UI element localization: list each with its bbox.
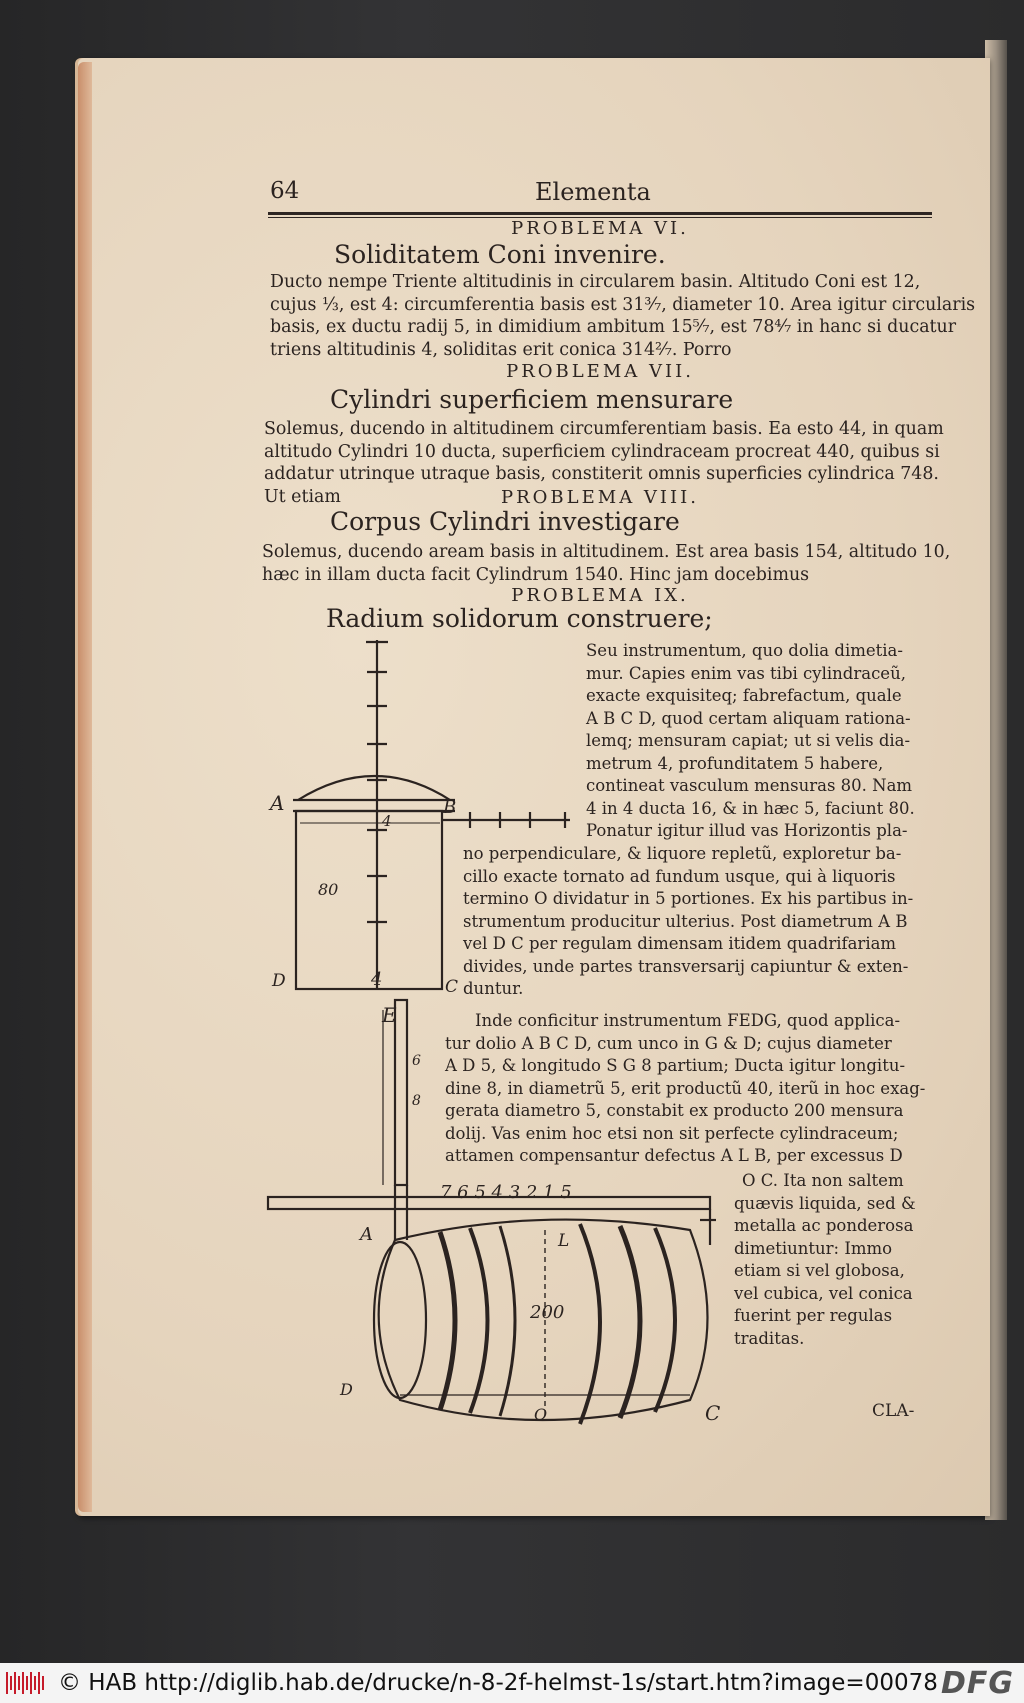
footer-link[interactable]: © HAB http://diglib.hab.de/drucke/n-8-2f-helmst-1s/start.htm?image=00078 — [58, 1670, 938, 1696]
text-line: mur. Capies enim vas tibi cylindraceũ, — [586, 663, 906, 683]
text-line: basis, ex ductu radij 5, in dimidium ambitum 15⁵⁄₇, est 78⁴⁄₇ in hanc si ducatur — [270, 317, 957, 337]
problem-9-title: Radium solidorum construere; — [326, 604, 713, 633]
text-line: lemq; mensuram capiat; ut si velis dia- — [586, 731, 911, 750]
dfg-logo: DFG — [940, 1665, 1014, 1701]
figure-label: 7 6 5 4 3 2 1 5 — [440, 1182, 572, 1203]
cylinder-vessel — [296, 811, 442, 989]
text-line: Ponatur igitur illud vas Horizontis pla- — [586, 821, 908, 840]
problem-7-label: PROBLEMA VII. — [506, 361, 694, 382]
text-line: A B C D, quod certam aliquam rationa- — [586, 708, 911, 728]
text-line: termino O dividatur in 5 portiones. Ex his partibus in- — [463, 889, 914, 908]
problem-9-label: PROBLEMA IX. — [511, 585, 689, 606]
text-line: dimetiuntur: Immo — [734, 1238, 893, 1258]
text-line: attamen compensantur defectus A L B, per excessus D — [445, 1146, 903, 1165]
figure-label: L — [558, 1231, 570, 1251]
hab-barcode-icon — [6, 1670, 46, 1696]
text-line: 4 in 4 ducta 16, & in hæc 5, faciunt 80. — [586, 798, 915, 818]
text-line: altitudo Cylindri 10 ducta, superficiem cylindraceam procreat 440, quibus si — [264, 441, 940, 462]
figure-label: 6 — [412, 1053, 421, 1069]
figure-label: O — [534, 1405, 548, 1424]
text-line: contineat vasculum mensuras 80. Nam — [586, 776, 913, 795]
figure-label: B — [443, 797, 457, 818]
text-line: divides, unde partes transversarij capiuntur & exten- — [463, 956, 909, 976]
text-line: hæc in illam ducta facit Cylindrum 1540. Hinc jam docebimus — [262, 564, 810, 585]
instrument-staff — [395, 1000, 407, 1185]
figure-label: E — [382, 1003, 397, 1027]
text-line: strumentum producitur ulterius. Post diametrum A B — [463, 911, 908, 931]
problem-8-label: PROBLEMA VIII. — [501, 487, 699, 508]
catchword: CLA- — [872, 1401, 915, 1421]
text-line: Solemus, ducendo in altitudinem circumferentiam basis. Ea esto 44, in quam — [264, 419, 944, 439]
problem-6-label: PROBLEMA VI. — [511, 218, 689, 239]
figure-label: A — [270, 791, 285, 815]
text-line: metrum 4, profunditatem 5 habere, — [586, 753, 884, 773]
text-line: cujus ⅓, est 4: circumferentia basis est 31³⁄₇, diameter 10. Area igitur circularis — [270, 294, 976, 315]
figure-label: C — [445, 977, 459, 997]
text-line: Seu instrumentum, quo dolia dimetia- — [586, 641, 903, 660]
text-line: A D 5, & longitudo S G 8 partium; Ducta igitur longitu- — [445, 1056, 906, 1075]
text-line: quævis liquida, sed & — [734, 1193, 916, 1213]
figure-label: 4 — [371, 969, 383, 990]
figure-label: C — [705, 1401, 721, 1425]
text-line: O C. Ita non saltem — [742, 1171, 904, 1190]
footer-bar — [0, 1663, 1024, 1703]
text-line: dolij. Vas enim hoc etsi non sit perfecte cylindraceum; — [445, 1123, 899, 1143]
text-line: Inde conficitur instrumentum FEDG, quod applica- — [475, 1011, 901, 1030]
text-line: dine 8, in diametrũ 5, erit productũ 40, iterũ in hoc exag- — [445, 1078, 926, 1098]
problem-8-title: Corpus Cylindri investigare — [330, 507, 680, 536]
text-line: tur dolio A B C D, cum unco in G & D; cujus diameter — [445, 1033, 892, 1053]
figure-label: D — [340, 1380, 353, 1399]
text-line: metalla ac ponderosa — [734, 1216, 914, 1235]
problem-7-title: Cylindri superficiem mensurare — [330, 385, 734, 414]
problem-6-title: Soliditatem Coni invenire. — [334, 240, 666, 269]
figure-label: A — [360, 1224, 373, 1245]
text-line: vel D C per regulam dimensam itidem quadrifariam — [463, 934, 897, 953]
text-line: fuerint per regulas — [734, 1306, 893, 1325]
figure-label: 8 — [412, 1093, 421, 1109]
text-line: no perpendiculare, & liquore repletũ, exploretur ba- — [463, 844, 902, 863]
text-line: gerata diametro 5, constabit ex producto 200 mensura — [445, 1101, 904, 1120]
text-line: vel cubica, vel conica — [734, 1283, 913, 1303]
text-line: triens altitudinis 4, soliditas erit conica 314²⁄₇. Porro — [270, 339, 732, 360]
text-line: exacte exquisiteq; fabrefactum, quale — [586, 686, 902, 705]
text-line: Ut etiam — [264, 486, 341, 507]
figure-label: 4 — [382, 812, 392, 830]
text-line: Ducto nempe Triente altitudinis in circularem basin. Altitudo Coni est 12, — [270, 272, 921, 292]
text-line: Solemus, ducendo aream basis in altitudinem. Est area basis 154, altitudo 10, — [262, 542, 951, 562]
text-line: duntur. — [463, 979, 524, 998]
figure-label: D — [272, 971, 286, 991]
text-line: cillo exacte tornato ad fundum usque, qui à liquoris — [463, 866, 896, 886]
figure-label: 80 — [318, 880, 339, 899]
text-line: addatur utrinque utraque basis, constiterit omnis superficies cylindrica 748. — [264, 464, 939, 484]
page-number: 64 — [270, 178, 300, 204]
figure-label: 200 — [530, 1302, 565, 1323]
running-title: Elementa — [535, 178, 651, 206]
text-line: etiam si vel globosa, — [734, 1261, 905, 1280]
text-line: traditas. — [734, 1328, 805, 1348]
